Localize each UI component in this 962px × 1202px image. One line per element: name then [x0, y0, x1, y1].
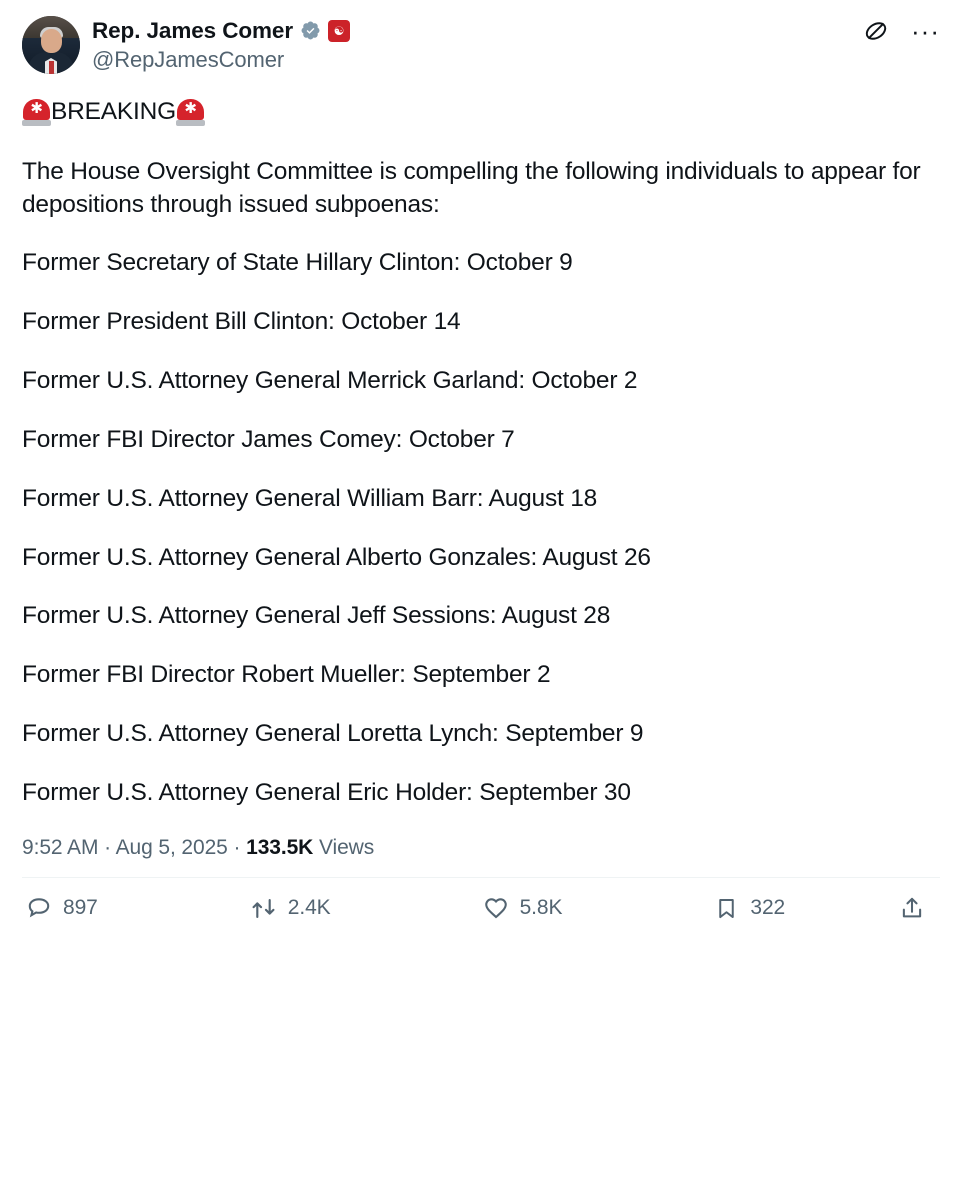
tweet-paragraph: Former Secretary of State Hillary Clinton: October 9	[22, 249, 573, 277]
rotating-light-icon-right	[176, 99, 205, 126]
share-icon	[899, 895, 925, 921]
tweet-meta	[22, 836, 940, 877]
tweet-text	[22, 96, 940, 810]
tweet-date: Aug 5, 2025	[115, 835, 228, 859]
bookmark-count: 322	[750, 896, 786, 920]
verified-badge-icon	[300, 20, 321, 41]
affiliate-badge-glyph: ☯	[333, 23, 345, 38]
rotating-light-spark: ✱	[184, 98, 197, 117]
grok-actions-icon[interactable]	[863, 18, 889, 44]
reply-icon	[26, 895, 52, 921]
tweet-paragraph: Former U.S. Attorney General Jeff Sessions: August 28	[22, 602, 611, 630]
meta-separator: ·	[98, 835, 116, 859]
reply-count: 897	[63, 896, 98, 920]
rotating-light-spark: ✱	[30, 98, 43, 117]
avatar-face	[41, 29, 62, 53]
more-options-glyph: ···	[911, 16, 940, 46]
tweet-paragraph: Former U.S. Attorney General Loretta Lynch: September 9	[22, 720, 644, 748]
retweet-count: 2.4K	[287, 896, 331, 920]
breaking-label: BREAKING	[51, 98, 177, 125]
bookmark-icon	[714, 896, 739, 921]
author-display-name[interactable]: Rep. James Comer	[92, 18, 293, 43]
meta-separator: ·	[227, 835, 247, 859]
reply-button[interactable]	[26, 895, 98, 921]
affiliate-badge-icon[interactable]	[328, 20, 350, 42]
author-handle[interactable]: @RepJamesComer	[92, 47, 285, 72]
rotating-light-base	[22, 120, 51, 126]
avatar-tie	[49, 61, 54, 74]
tweet-paragraph: Former U.S. Attorney General Eric Holder: September 30	[22, 778, 631, 806]
rotating-light-base	[176, 120, 205, 126]
tweet-paragraph: Former U.S. Attorney General Merrick Garland: October 2	[22, 367, 638, 395]
tweet-paragraph: Former President Bill Clinton: October 14	[22, 308, 461, 336]
author-names	[92, 16, 350, 74]
like-button[interactable]	[483, 895, 563, 921]
profile-avatar[interactable]	[22, 16, 80, 74]
bookmark-button[interactable]	[714, 896, 785, 921]
author-name-row	[92, 17, 350, 44]
tweet-paragraph: Former FBI Director James Comey: October 7	[22, 425, 515, 453]
heart-icon	[483, 895, 509, 921]
tweet-paragraph: The House Oversight Committee is compelling the following individuals to appear for depositions through issued subpoenas:	[22, 157, 921, 218]
share-button[interactable]	[899, 895, 936, 921]
tweet-header	[22, 14, 940, 74]
rotating-light-icon-left	[22, 99, 51, 126]
more-options-icon[interactable]	[911, 16, 940, 46]
tweet-time: 9:52 AM	[22, 835, 99, 859]
header-actions	[863, 18, 940, 44]
tweet-actions	[22, 878, 940, 922]
retweet-button[interactable]	[250, 895, 331, 922]
tweet-paragraph: Former FBI Director Robert Mueller: September 2	[22, 661, 551, 689]
views-count: 133.5K	[246, 835, 314, 859]
like-count: 5.8K	[519, 896, 563, 920]
tweet-paragraph: Former U.S. Attorney General Alberto Gonzales: August 26	[22, 543, 651, 571]
breaking-line	[22, 96, 940, 129]
retweet-icon	[250, 895, 277, 922]
views-label: Views	[313, 835, 375, 859]
tweet-paragraph: Former U.S. Attorney General William Barr: August 18	[22, 484, 598, 512]
